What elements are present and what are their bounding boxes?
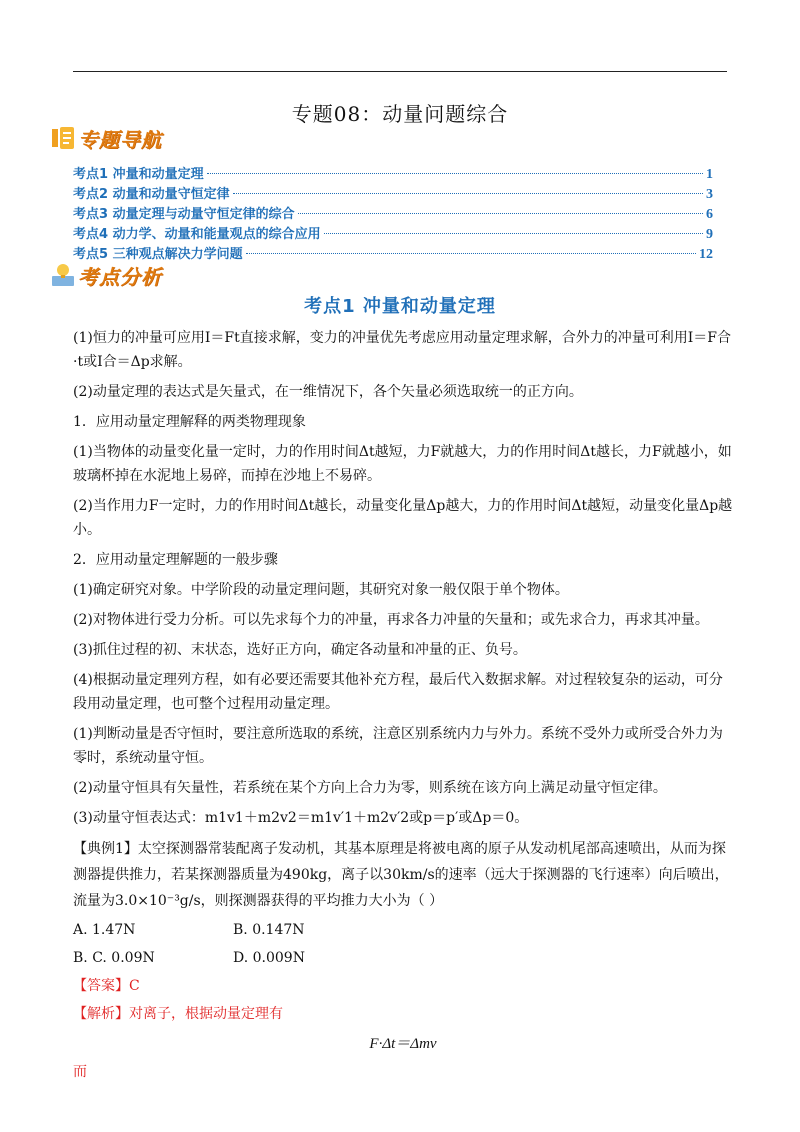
option-a: A. 1.47N (73, 922, 136, 938)
answer: 【答案】C (73, 978, 140, 994)
paragraph: 1．应用动量定理解释的两类物理现象 (73, 414, 306, 430)
section-title: 考点1 冲量和动量定理 (304, 296, 496, 317)
toc-entry-1[interactable]: 考点1 冲量和动量定理 1 (73, 167, 713, 182)
paragraph: (4)根据动量定理列方程，如有必要还需要其他补充方程，最后代入数据求解。对过程较复杂的运动，可分段用动量定理，也可整个过程用动量定理。 (73, 672, 723, 712)
paragraph: (3)抓住过程的初、末状态，选好正方向，确定各动量和冲量的正、负号。 (73, 642, 527, 658)
paragraph: (1)恒力的冲量可应用I＝Ft直接求解，变力的冲量优先考虑应用动量定理求解，合外力的冲量可利用I＝F合·t或I合＝Δp求解。 (73, 330, 731, 370)
nav-heading-label: 专题导航 (78, 127, 162, 152)
option-d: D. 0.009N (233, 950, 305, 966)
analysis-tail: 而 (73, 1064, 87, 1080)
paragraph: (1)当物体的动量变化量一定时，力的作用时间Δt越短，力F就越大，力的作用时间Δt越长，力F就越小，如玻璃杯掉在水泥地上易碎，而掉在沙地上不易碎。 (73, 444, 732, 484)
paragraph: (1)判断动量是否守恒时，要注意所选取的系统，注意区别系统内力与外力。系统不受外力或所受合外力为零时，系统动量守恒。 (73, 726, 723, 766)
example-question: 【典例1】太空探测器常装配离子发动机，其基本原理是将被电离的原子从发动机尾部高速喷出，从而为探测器提供推力，若某探测器质量为490kg，离子以30km/s的速率（远大于探测器的飞行速率）向后喷出，流量为3.0×10⁻³g/s，则探测器获得的平均推力大小为（ ） (73, 841, 729, 909)
toc-entry-2[interactable]: 考点2 动量和动量守恒定律 3 (73, 187, 713, 202)
lightbulb-book-icon (50, 262, 76, 288)
paragraph: 2．应用动量定理解题的一般步骤 (73, 552, 278, 568)
equation: F·Δt＝Δmv (369, 1036, 437, 1052)
toc-entry-3[interactable]: 考点3 动量定理与动量守恒定律的综合 6 (73, 207, 713, 222)
paragraph: (2)对物体进行受力分析。可以先求每个力的冲量，再求各力冲量的矢量和；或先求合力，再求其冲量。 (73, 612, 709, 628)
option-c: B. C. 0.09N (73, 950, 155, 966)
options-row-1 (73, 918, 733, 942)
page-title: 专题08：动量问题综合 (291, 102, 509, 126)
paragraph: (2)当作用力F一定时，力的作用时间Δt越长，动量变化量Δp越大，力的作用时间Δt越短，动量变化量Δp越小。 (73, 498, 733, 538)
header-rule (73, 71, 727, 72)
analysis (73, 1002, 733, 1026)
toc-entry-4[interactable]: 考点4 动力学、动量和能量观点的综合应用 9 (73, 227, 713, 242)
paragraph: (2)动量守恒具有矢量性，若系统在某个方向上合力为零，则系统在该方向上满足动量守恒定律。 (73, 780, 667, 796)
paragraph: (2)动量定理的表达式是矢量式，在一维情况下，各个矢量必须选取统一的正方向。 (73, 384, 583, 400)
main-content (73, 326, 733, 1084)
analysis-text: 对离子，根据动量定理有 (129, 1006, 283, 1022)
paragraph: (1)确定研究对象。中学阶段的动量定理问题，其研究对象一般仅限于单个物体。 (73, 582, 569, 598)
table-of-contents (73, 163, 713, 263)
analysis-label: 【解析】 (73, 1006, 129, 1022)
nav-heading (50, 123, 162, 153)
toc-entry-5[interactable]: 考点5 三种观点解决力学问题 12 (73, 247, 713, 262)
paragraph: (3)动量守恒表达式：m1v1＋m2v2＝m1v′1＋m2v′2或p＝p′或Δp＝0。 (73, 810, 529, 826)
option-b: B. 0.147N (233, 922, 305, 938)
options-row-2 (73, 946, 733, 970)
analysis-heading (50, 260, 162, 290)
analysis-heading-label: 考点分析 (78, 264, 162, 289)
compass-icon (50, 125, 76, 151)
